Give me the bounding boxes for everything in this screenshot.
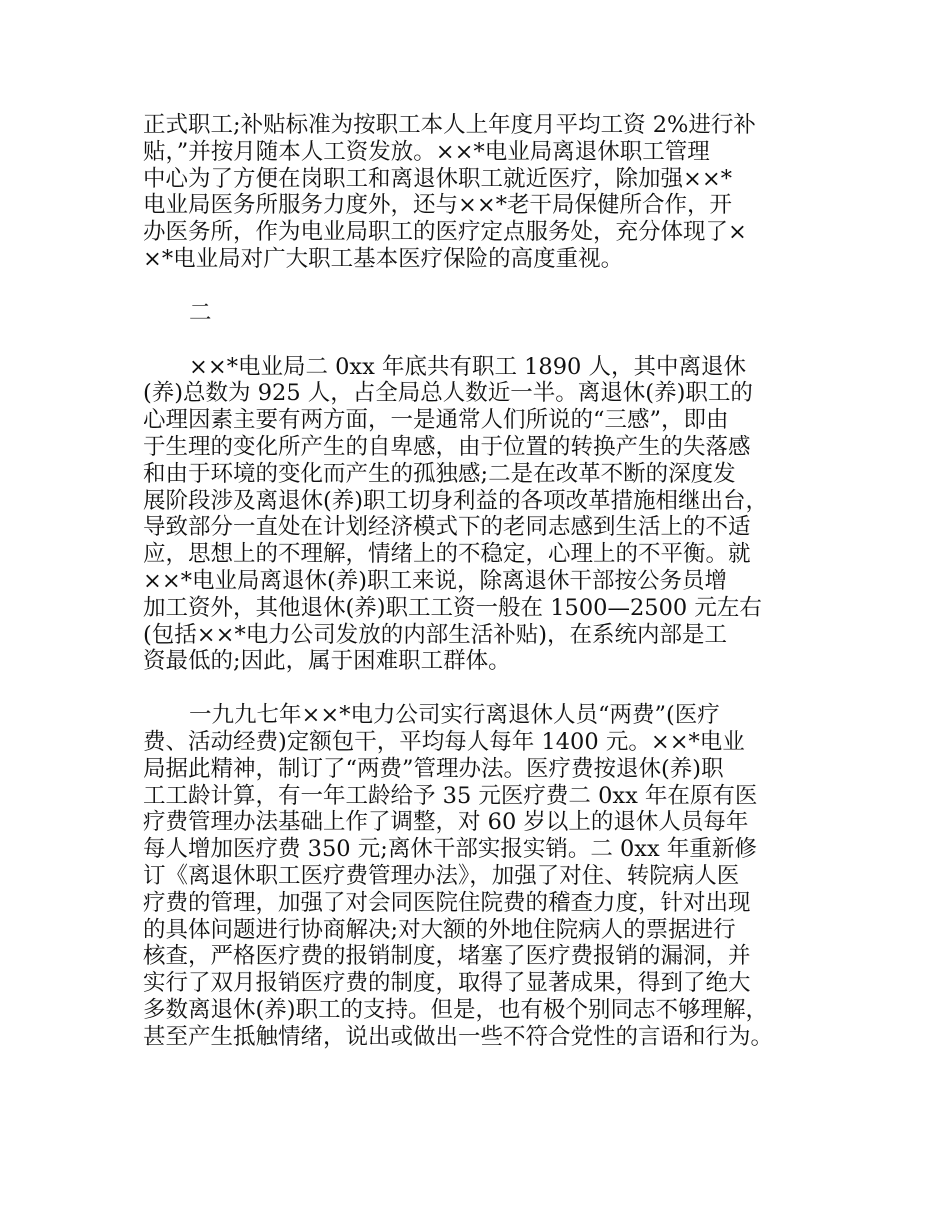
text-line: 展阶段涉及离退休(养)职工切身利益的各项改革措施相继出台， [143, 487, 769, 514]
text-line: 订《离退休职工医疗费管理办法》，加强了对住、转院病人医 [143, 862, 740, 889]
text-line: 疗费管理办法基础上作了调整，对 60 岁以上的退休人员每年 [143, 809, 749, 836]
text-line: (包括××*电力公司发放的内部生活补贴)，在系统内部是工 [143, 621, 728, 648]
text-line: 心理因素主要有两方面，一是通常人们所说的“三感”，即由 [143, 407, 729, 434]
text-line: 资最低的;因此，属于困难职工群体。 [143, 648, 511, 675]
paragraph-subsidy [143, 112, 828, 273]
text-line: ×*电业局对广大职工基本医疗保险的高度重视。 [143, 245, 624, 272]
text-line: 多数离退休(养)职工的支持。但是，也有极个别同志不够理解， [143, 996, 769, 1023]
paragraph-gap [143, 675, 828, 702]
text-line: ××*电业局二 0xx 年底共有职工 1890 人，其中离退休 [189, 353, 747, 380]
section-heading [143, 300, 828, 327]
paragraph-medical-expenses [143, 702, 828, 1050]
text-line: 中心为了方便在岗职工和离退休职工就近医疗，除加强××* [143, 165, 732, 192]
section-number: 二 [189, 299, 212, 326]
text-line: 甚至产生抵触情绪，说出或做出一些不符合党性的言语和行为。 [143, 1023, 774, 1050]
text-line: 和由于环境的变化而产生的孤独感;二是在改革不断的深度发 [143, 460, 736, 487]
text-line: 实行了双月报销医疗费的制度，取得了显著成果，得到了绝大 [143, 970, 751, 997]
text-line: 的具体问题进行协商解决;对大额的外地住院病人的票据进行 [143, 916, 736, 943]
text-line: 工工龄计算，有一年工龄给予 35 元医疗费二 0xx 年在原有医 [143, 782, 758, 809]
text-line: 正式职工;补贴标准为按职工本人上年度月平均工资 2%进行补 [143, 112, 756, 138]
text-line: 一九九七年××*电力公司实行离退休人员“两费”(医疗 [189, 702, 720, 729]
text-line: (养)总数为 925 人，占全局总人数近一半。离退休(养)职工的 [143, 380, 753, 407]
text-line: ××*电业局离退休(养)职工来说，除离退休干部按公务员增 [143, 567, 728, 594]
text-line: 核查，严格医疗费的报销制度，堵塞了医疗费报销的漏洞，并 [143, 943, 751, 970]
text-line: 电业局医务所服务力度外，还与××*老干局保健所合作，开 [143, 192, 732, 219]
text-line: 费、活动经费)定额包干，平均每人每年 1400 元。××*电业 [143, 728, 745, 755]
text-line: 疗费的管理，加强了对会同医院住院费的稽查力度，针对出现 [143, 889, 751, 916]
text-line: 应，思想上的不理解，情绪上的不稳定，心理上的不平衡。就 [143, 541, 751, 568]
text-line: 于生理的变化所产生的自卑感，由于位置的转换产生的失落感 [143, 433, 751, 460]
text-line: 导致部分一直处在计划经济模式下的老同志感到生活上的不适 [143, 514, 751, 541]
text-line: 贴，”并按月随本人工资发放。××*电业局离退休职工管理 [143, 138, 710, 165]
paragraph-gap [143, 273, 828, 300]
text-line: 办医务所，作为电业局职工的医疗定点服务处，充分体现了× [143, 219, 747, 246]
text-line: 加工资外，其他退休(养)职工工资一般在 1500—2500 元左右 [143, 594, 762, 621]
paragraph-retiree-psychology [143, 354, 828, 676]
text-line: 每人增加医疗费 350 元;离休干部实报实销。二 0xx 年重新修 [143, 836, 757, 863]
document-page [143, 112, 828, 1051]
text-line: 局据此精神，制订了“两费”管理办法。医疗费按退休(养)职 [143, 755, 724, 782]
paragraph-gap [143, 327, 828, 354]
